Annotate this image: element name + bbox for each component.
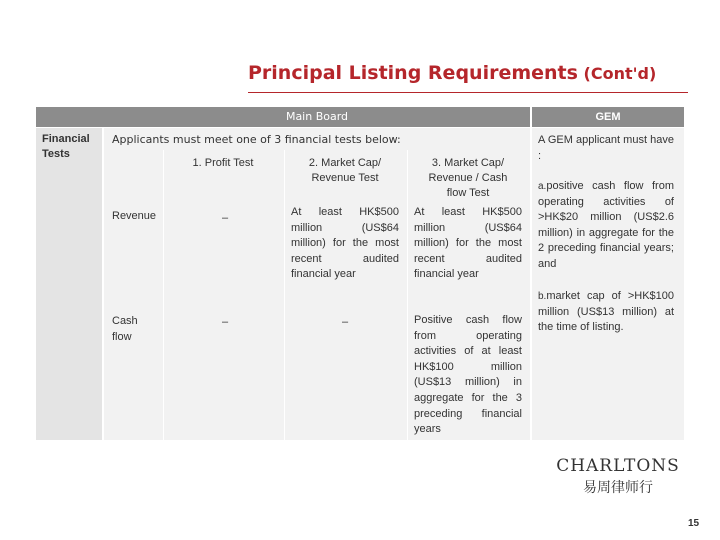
title-underline	[248, 92, 688, 93]
revenue-test2-cell: At least HK$500 million (US$64 million) for the most recent audited financial year	[291, 206, 399, 281]
gem-point-b	[538, 289, 674, 336]
header-main-board: Main Board	[285, 110, 349, 123]
column-divider	[407, 150, 408, 440]
gem-point-a-text: positive cash flow from operating activities of >HK$20 million (US$2.6 million) in aggregate for the 2 preceding financial years; and	[538, 180, 674, 270]
colhdr-3-line2: Revenue / Cash	[428, 172, 508, 184]
column-header-profit-test: 1. Profit Test	[192, 157, 254, 169]
gem-area	[532, 128, 684, 440]
applicants-instruction: Applicants must meet one of 3 financial tests below:	[112, 133, 401, 146]
row-label-revenue: Revenue	[112, 210, 157, 222]
cash-flow-label-line2: flow	[112, 331, 132, 343]
financial-tests-label-line2: Tests	[42, 148, 70, 160]
colhdr-2-line1: 2. Market Cap/	[308, 157, 382, 169]
financial-tests-label	[42, 132, 90, 162]
financial-tests-label-line1: Financial	[42, 133, 90, 145]
gem-point-b-text: market cap of >HK$100 million (US$13 million) at the time of listing.	[538, 290, 674, 334]
cash-flow-label-line1: Cash	[112, 315, 138, 327]
gem-point-b-marker: b.	[538, 291, 547, 302]
revenue-profit-dash: –	[222, 212, 229, 224]
page-number: 15	[688, 518, 700, 529]
title-suffix: (Cont'd)	[577, 64, 657, 83]
gem-intro: A GEM applicant must have :	[538, 134, 674, 162]
logo-chinese: 易周律师行	[583, 480, 653, 496]
gem-point-a-marker: a.	[538, 181, 547, 192]
row-label-cash-flow	[112, 313, 138, 345]
slide-title	[248, 62, 688, 84]
revenue-test3-cell: At least HK$500 million (US$64 million) for the most recent audited financial year	[414, 206, 522, 281]
column-divider	[284, 150, 285, 440]
logo-english: CHARLTONS	[556, 456, 680, 476]
cashflow-test2-dash: –	[342, 316, 349, 328]
gem-point-a	[538, 179, 674, 273]
column-header-market-cap-revenue-cash	[412, 156, 524, 201]
header-gem: GEM	[595, 111, 621, 123]
column-divider	[163, 150, 164, 440]
cashflow-profit-dash: –	[222, 316, 229, 328]
colhdr-3-line1: 3. Market Cap/	[431, 157, 505, 169]
title-main: Principal Listing Requirements	[248, 62, 578, 84]
financial-tests-column	[36, 128, 102, 440]
cashflow-test3-cell: Positive cash flow from operating activities of at least HK$100 million (US$13 million) in aggregate for the 3 preceding financial years	[414, 314, 522, 436]
colhdr-3-line3: flow Test	[446, 187, 490, 199]
column-header-market-cap-revenue	[289, 156, 401, 186]
slide-title-wrap	[248, 62, 688, 84]
charltons-logo	[548, 450, 688, 498]
colhdr-2-line2: Revenue Test	[311, 172, 379, 184]
